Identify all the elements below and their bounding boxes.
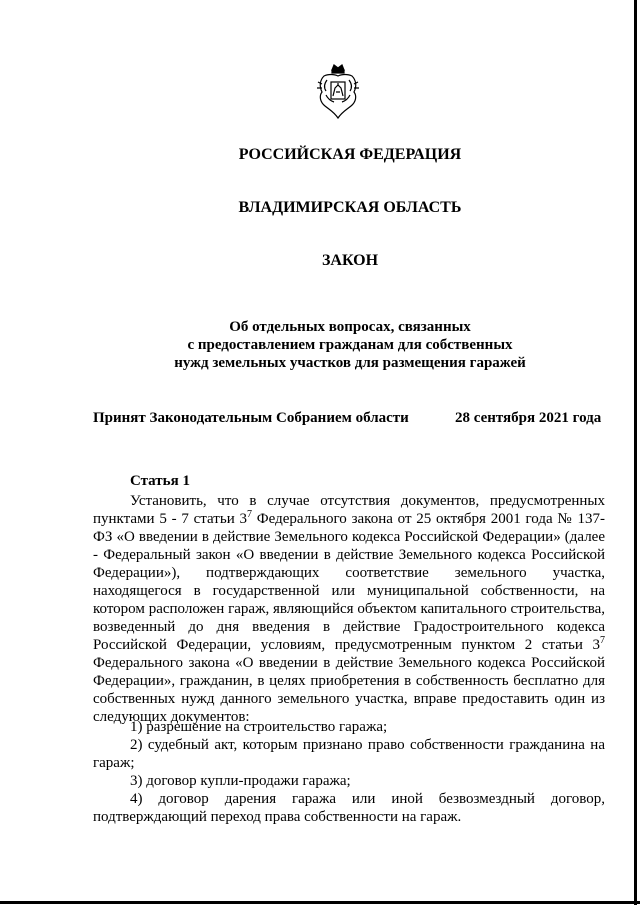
superscript: 7 <box>600 635 605 646</box>
law-subject-title <box>140 318 560 372</box>
subject-line: с предоставлением гражданам для собственных <box>187 337 513 353</box>
list-item: 1) разрешение на строительство гаража; <box>130 719 388 735</box>
scan-edge-bottom <box>0 901 640 904</box>
paragraph-text: Федерального закона от 25 октября 2001 года № 137-ФЗ «О введении в действие Земельного кодекса Российской Федерации» (далее - Федеральный закон «О введении в действие Земельного кодекса Российской Федерации»), подтверждающих соответствие земельного участка, находящегося в государственной или муниципальной собственности, на котором расположен гараж, являющийся объектом капитального строительства, возведенный до дня введения в действие Градостроительного кодекса Российской Федерации, условиям, предусмотренным пунктом 2 статьи 3 <box>93 511 605 653</box>
list-item: 4) договор дарения гаража или иной безвозмездный договор, подтверждающий переход права собственности на гараж. <box>93 791 605 825</box>
paragraph-text: Федерального закона «О введении в действие Земельного кодекса Российской Федерации», гражданин, в целях приобретения в собственность бесплатно для собственных нужд данного земельного участка, вправе предоставить один из следующих документов: <box>93 655 605 725</box>
article-title: Статья 1 <box>130 473 190 489</box>
scan-edge-right <box>634 0 637 905</box>
paragraph-text: Установить, что в случае отсутствия документов, предусмотренных пунктами 5 - 7 статьи 3 <box>93 493 605 527</box>
list-item: 3) договор купли-продажи гаража; <box>130 773 351 789</box>
subject-line: Об отдельных вопросах, связанных <box>229 319 471 335</box>
country-heading: РОССИЙСКАЯ ФЕДЕРАЦИЯ <box>238 146 462 163</box>
superscript: 7 <box>247 509 253 520</box>
coat-of-arms-emblem <box>316 62 360 120</box>
adoption-date: 28 сентября 2021 года <box>455 410 602 426</box>
adopted-by-text: Принят Законодательным Собранием области <box>93 410 409 426</box>
article-paragraph <box>93 492 605 726</box>
subject-line: нужд земельных участков для размещения гаражей <box>174 355 526 371</box>
document-list <box>93 718 605 826</box>
document-type-heading: ЗАКОН <box>321 252 379 269</box>
region-heading: ВЛАДИМИРСКАЯ ОБЛАСТЬ <box>238 199 462 216</box>
list-item: 2) судебный акт, которым признано право собственности гражданина на гараж; <box>93 737 605 771</box>
